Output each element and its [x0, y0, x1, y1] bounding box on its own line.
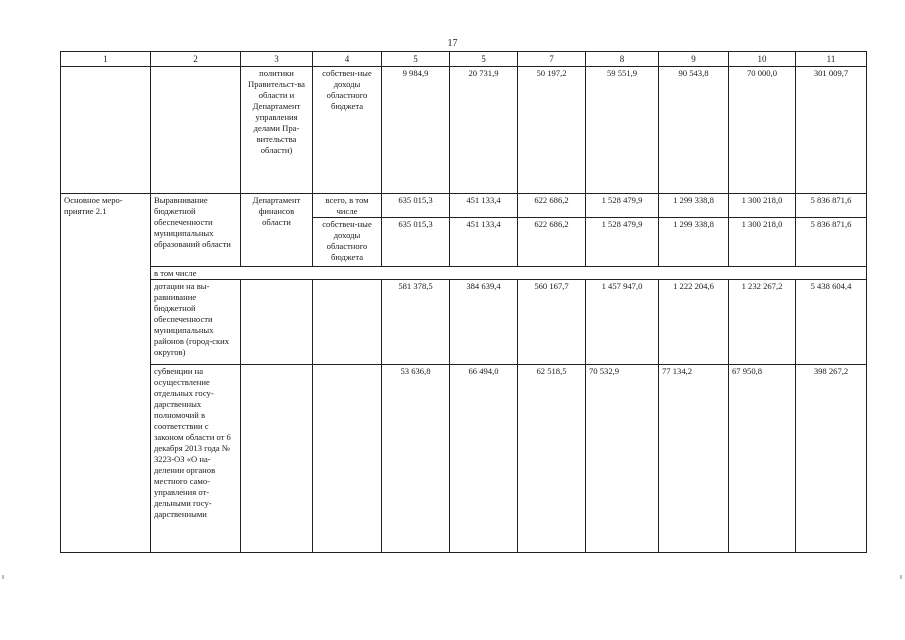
table-cell-empty — [313, 280, 382, 365]
value-cell: 59 551,9 — [586, 67, 659, 194]
value-cell: 1 300 218,0 — [729, 218, 796, 267]
value-cell: 301 009,7 — [796, 67, 867, 194]
value-cell: 560 167,7 — [518, 280, 586, 365]
value-cell: 1 299 338,8 — [659, 194, 729, 218]
value-cell: 62 518,5 — [518, 365, 586, 553]
value-cell: 1 528 479,9 — [586, 194, 659, 218]
executor-cell: политики Правительст-ва области и Департамент управления делами Пра-вительства области) — [241, 67, 313, 194]
table-cell-empty — [61, 67, 151, 194]
table-cell-empty — [313, 365, 382, 553]
measure-cell: Основное меро-приятие 2.1 — [61, 194, 151, 553]
value-cell: 384 639,4 — [450, 280, 518, 365]
budget-table — [60, 51, 867, 553]
measure-name-cell: Выравнивание бюджетной обеспеченности муниципальных образований области — [151, 194, 241, 267]
value-cell: 1 222 204,6 — [659, 280, 729, 365]
executor-cell: Департамент финансов области — [241, 194, 313, 267]
value-cell: 50 197,2 — [518, 67, 586, 194]
value-cell: 635 015,3 — [382, 218, 450, 267]
value-cell: 622 686,2 — [518, 194, 586, 218]
scan-artifact — [2, 575, 4, 579]
column-number-row — [61, 52, 867, 67]
table-row-subventions — [61, 365, 867, 553]
value-cell: 66 494,0 — [450, 365, 518, 553]
column-header: 8 — [586, 52, 659, 67]
column-header: 2 — [151, 52, 241, 67]
funding-source-cell: собствен-ные доходы областного бюджета — [313, 67, 382, 194]
value-cell: 1 232 267,2 — [729, 280, 796, 365]
value-cell: 1 457 947,0 — [586, 280, 659, 365]
funding-source-cell: собствен-ные доходы областного бюджета — [313, 218, 382, 267]
value-cell: 70 532,9 — [586, 365, 659, 553]
table-row-total — [61, 194, 867, 218]
page-number: 17 — [447, 38, 458, 49]
value-cell: 67 950,8 — [729, 365, 796, 553]
column-header: 10 — [729, 52, 796, 67]
funding-source-cell: всего, в том числе — [313, 194, 382, 218]
value-cell: 53 636,8 — [382, 365, 450, 553]
value-cell: 9 984,9 — [382, 67, 450, 194]
column-header: 3 — [241, 52, 313, 67]
value-cell: 451 133,4 — [450, 194, 518, 218]
value-cell: 622 686,2 — [518, 218, 586, 267]
value-cell: 77 134,2 — [659, 365, 729, 553]
value-cell: 581 378,5 — [382, 280, 450, 365]
table-cell-empty — [241, 280, 313, 365]
column-header: 4 — [313, 52, 382, 67]
value-cell: 398 267,2 — [796, 365, 867, 553]
table-row-grants — [61, 280, 867, 365]
value-cell: 1 300 218,0 — [729, 194, 796, 218]
column-header: 11 — [796, 52, 867, 67]
table-row-including — [61, 267, 867, 280]
column-header: 1 — [61, 52, 151, 67]
column-header: 5 — [450, 52, 518, 67]
value-cell: 5 438 604,4 — [796, 280, 867, 365]
subventions-label-cell: субвенции на осуществление отдельных госу-дарственных полномочий в соответствии с законом области от 6 декабря 2013 года № 3223-ОЗ «О на-делении органов местного само-управления от-дельными госу-дарственными — [151, 365, 241, 553]
grants-label-cell: дотации на вы-равнивание бюджетной обеспеченности муниципальных районов (город-ских округов) — [151, 280, 241, 365]
column-header: 5 — [382, 52, 450, 67]
table-cell-empty — [151, 67, 241, 194]
value-cell: 5 836 871,6 — [796, 218, 867, 267]
table-cell-empty — [241, 365, 313, 553]
scan-artifact — [900, 575, 902, 579]
column-header: 7 — [518, 52, 586, 67]
table-row-continued — [61, 67, 867, 194]
value-cell: 70 000,0 — [729, 67, 796, 194]
including-label: в том числе — [151, 267, 867, 280]
value-cell: 1 299 338,8 — [659, 218, 729, 267]
value-cell: 5 836 871,6 — [796, 194, 867, 218]
value-cell: 90 543,8 — [659, 67, 729, 194]
column-header: 9 — [659, 52, 729, 67]
value-cell: 20 731,9 — [450, 67, 518, 194]
value-cell: 1 528 479,9 — [586, 218, 659, 267]
value-cell: 451 133,4 — [450, 218, 518, 267]
value-cell: 635 015,3 — [382, 194, 450, 218]
